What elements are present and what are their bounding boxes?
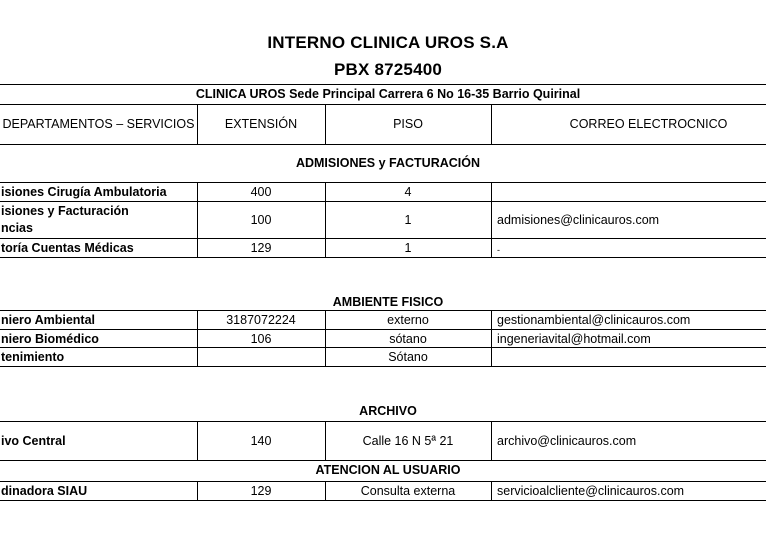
rule-r2-top <box>0 201 766 202</box>
r4-ext: 3187072224 <box>226 313 296 327</box>
r2-floor: 1 <box>404 213 412 227</box>
r7-ext: 140 <box>250 434 272 448</box>
r5-dept: niero Biomédico <box>1 332 99 346</box>
header-ext: EXTENSIÓN <box>224 117 298 131</box>
r1-dept: isiones Cirugía Ambulatoria <box>1 185 167 199</box>
r7-email: archivo@clinicauros.com <box>497 434 637 448</box>
rule-r1-top <box>0 182 766 183</box>
page-title: INTERNO CLINICA UROS S.A <box>267 33 509 52</box>
r4-dept: niero Ambiental <box>1 313 95 327</box>
r2-ext: 100 <box>250 213 272 227</box>
rule-r5-top <box>0 329 766 330</box>
col-divider <box>491 421 492 460</box>
r3-floor: 1 <box>404 241 412 255</box>
r2-dept-line2: ncias <box>1 221 33 235</box>
r7-dept: ivo Central <box>1 434 66 448</box>
section-ambiente: AMBIENTE FISICO <box>332 295 444 309</box>
r6-floor: Sótano <box>388 350 428 364</box>
rule-r8-top <box>0 481 766 482</box>
rule-r7-bottom <box>0 460 766 461</box>
r5-email: ingeneriavital@hotmail.com <box>497 332 651 346</box>
header-floor: PISO <box>393 117 423 131</box>
r1-floor: 4 <box>404 185 412 199</box>
rule-r8-bottom <box>0 500 766 501</box>
r8-floor: Consulta externa <box>360 484 456 498</box>
section-atencion: ATENCION AL USUARIO <box>315 463 461 477</box>
r5-floor: sótano <box>389 332 427 346</box>
r3-email: - <box>497 245 500 255</box>
rule-header-bottom <box>0 144 766 145</box>
r8-dept: dinadora SIAU <box>1 484 88 498</box>
section-admisiones: ADMISIONES y FACTURACIÓN <box>295 156 481 170</box>
header-email: CORREO ELECTROCNICO <box>569 117 728 131</box>
r4-email: gestionambiental@clinicauros.com <box>497 313 691 327</box>
address-line: CLINICA UROS Sede Principal Carrera 6 No 16-35 Barrio Quirinal <box>195 87 581 101</box>
col-divider <box>491 182 492 257</box>
rule-r4-top <box>0 310 766 311</box>
r7-floor: Calle 16 N 5ª 21 <box>362 434 454 448</box>
r3-ext: 129 <box>250 241 272 255</box>
rule-address-top <box>0 84 766 85</box>
r2-email: admisiones@clinicauros.com <box>497 213 660 227</box>
rule-r3-top <box>0 238 766 239</box>
r2-dept-line1: isiones y Facturación <box>1 204 129 218</box>
rule-r7-top <box>0 421 766 422</box>
r4-floor: externo <box>387 313 429 327</box>
rule-r3-bottom <box>0 257 766 258</box>
header-dept: DEPARTAMENTOS – SERVICIOS <box>2 117 195 131</box>
r1-ext: 400 <box>250 185 272 199</box>
col-divider <box>491 310 492 366</box>
section-archivo: ARCHIVO <box>359 404 417 418</box>
rule-r6-top <box>0 347 766 348</box>
rule-r6-bottom <box>0 366 766 367</box>
r5-ext: 106 <box>250 332 272 346</box>
r8-email: servicioalcliente@clinicauros.com <box>497 484 685 498</box>
r6-dept: tenimiento <box>1 350 65 364</box>
rule-header-top <box>0 104 766 105</box>
col-divider <box>491 481 492 500</box>
pbx-number: PBX 8725400 <box>333 60 443 79</box>
r8-ext: 129 <box>250 484 272 498</box>
r3-dept: toría Cuentas Médicas <box>1 241 134 255</box>
